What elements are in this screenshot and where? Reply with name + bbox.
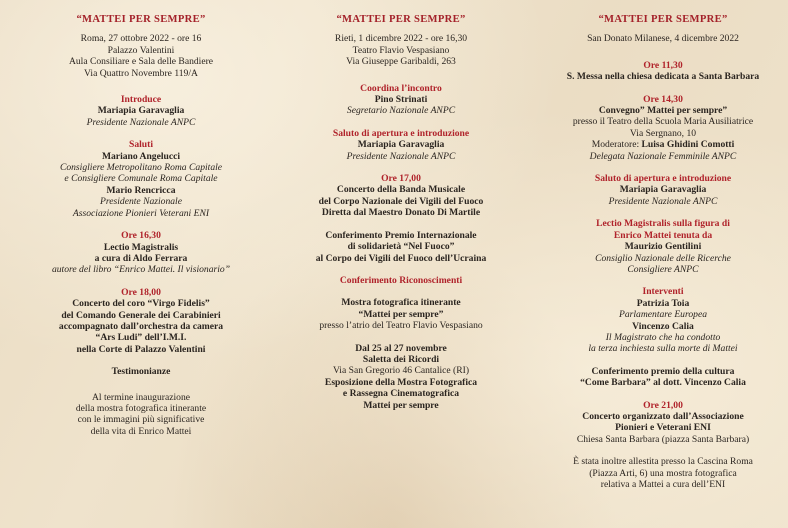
lectio-role: Consigliere ANPC xyxy=(627,263,699,275)
time-label: Ore 11,30 xyxy=(643,59,683,71)
column-roma xyxy=(16,14,266,437)
closing-line: della vita di Enrico Mattei xyxy=(90,425,192,437)
saluti-role-2a: Presidente Nazionale xyxy=(100,196,182,208)
concert-line: del Comando Generale dei Carabinieri xyxy=(61,309,221,321)
premio-line: di solidarietà “Nel Fuoco” xyxy=(347,241,455,253)
coordina-label: Coordina l’incontro xyxy=(360,82,442,94)
saluti-role-1a: Consigliere Metropolitano Roma Capitale xyxy=(59,162,223,174)
saluti-label: Saluti xyxy=(129,139,153,151)
saluto-role: Presidente Nazionale ANPC xyxy=(608,195,718,207)
event-date: Rieti, 1 dicembre 2022 - ore 16,30 xyxy=(334,33,468,45)
esposizione-line: Esposizione della Mostra Fotografica xyxy=(324,376,478,388)
concert-line: Concerto della Banda Musicale xyxy=(336,184,466,196)
esposizione-line: Mattei per sempre xyxy=(363,399,439,411)
saluto-role: Presidente Nazionale ANPC xyxy=(346,150,456,162)
moderatore-role: Delegata Nazionale Femminile ANPC xyxy=(589,150,737,162)
closing-line: della mostra fotografica itinerante xyxy=(75,402,207,414)
time-label: Ore 17,00 xyxy=(381,173,421,185)
concert-line: “Ars Ludi” dell’I.M.I. xyxy=(95,332,187,344)
footer-line: relativa a Mattei a cura dell’ENI xyxy=(600,479,726,490)
saluti-role-2b: Associazione Pionieri Veterani ENI xyxy=(72,207,210,219)
event-date: Roma, 27 ottobre 2022 - ore 16 xyxy=(80,33,202,45)
interventi-name: Patrizia Toia xyxy=(636,297,690,309)
convegno-address: Via Sergnano, 10 xyxy=(629,127,697,139)
lectio-title: Lectio Magistralis xyxy=(103,241,179,253)
concert-line: Concerto del coro “Virgo Fidelis” xyxy=(72,298,210,310)
event-venue: Palazzo Valentini xyxy=(107,44,175,56)
lectio-label: Enrico Mattei tenuta da xyxy=(613,229,713,241)
concert-line: nella Corte di Palazzo Valentini xyxy=(76,343,206,355)
time-label: Ore 18,00 xyxy=(121,286,161,298)
event-date: San Donato Milanese, 4 dicembre 2022 xyxy=(587,33,739,45)
concert-line: Pionieri e Veterani ENI xyxy=(615,422,711,434)
concert-line: Diretta dal Maestro Donato Di Martile xyxy=(321,207,481,219)
mostra-subtitle: “Mattei per sempre” xyxy=(358,308,444,320)
saluti-name-2: Mario Rencricca xyxy=(106,184,176,196)
lectio-note: autore del libro “Enrico Mattei. Il visionario” xyxy=(51,264,231,276)
lectio-speaker: a cura di Aldo Ferrara xyxy=(94,252,188,264)
lectio-role: Consiglio Nazionale delle Ricerche xyxy=(595,252,731,264)
moderatore-name: Luisa Ghidini Comotti xyxy=(641,139,735,151)
event-room: Aula Consiliare e Sala delle Bandiere xyxy=(68,56,214,68)
event-address: Via Quattro Novembre 119/A xyxy=(84,67,198,79)
column-san-donato xyxy=(538,14,788,490)
concert-line: accompagnato dall’orchestra da camera xyxy=(58,320,224,332)
premio-line: Conferimento premio della cultura xyxy=(591,365,735,377)
time-label: Ore 21,00 xyxy=(643,399,683,411)
saluto-name: Mariapia Garavaglia xyxy=(619,184,707,196)
footer-line: (Piazza Arti, 6) una mostra fotografica xyxy=(589,467,737,479)
saluto-label: Saluto di apertura e introduzione xyxy=(594,173,732,185)
closing-line: Al termine inaugurazione xyxy=(91,391,191,403)
column-title: “MATTEI PER SEMPRE” xyxy=(598,14,728,25)
premio-line: “Come Barbara” al dott. Vincenzo Calia xyxy=(580,377,746,389)
premio-line: Conferimento Premio Internazionale xyxy=(325,229,477,241)
convegno-title: Convegno” Mattei per sempre” xyxy=(598,105,728,117)
chiesa-line: Chiesa Santa Barbara (piazza Santa Barbara) xyxy=(576,433,750,445)
column-rieti xyxy=(276,14,526,411)
time-label: Ore 16,30 xyxy=(121,230,161,242)
mostra-title: Mostra fotografica itinerante xyxy=(341,297,461,309)
moderatore-line xyxy=(538,139,788,150)
saluto-name: Mariapia Garavaglia xyxy=(357,139,445,151)
convegno-place: presso il Teatro della Scuola Maria Ausiliatrice xyxy=(572,116,754,128)
event-address: Via Giuseppe Garibaldi, 263 xyxy=(346,56,456,68)
premio-line: al Corpo dei Vigili del Fuoco dell’Ucraina xyxy=(315,252,487,264)
column-title: “MATTEI PER SEMPRE” xyxy=(336,14,466,25)
column-title: “MATTEI PER SEMPRE” xyxy=(76,14,206,25)
lectio-label: Lectio Magistralis sulla figura di xyxy=(596,218,730,230)
moderatore-label: Moderatore: xyxy=(591,139,642,151)
messa-line: S. Messa nella chiesa dedicata a Santa Barbara xyxy=(566,71,760,83)
introduce-name: Mariapia Garavaglia xyxy=(97,105,185,117)
event-venue: Teatro Flavio Vespasiano xyxy=(352,44,450,56)
concert-line: Concerto organizzato dall’Associazione xyxy=(582,410,744,422)
saletta-label: Saletta dei Ricordi xyxy=(362,353,440,365)
interventi-role: Il Magistrato che ha condotto xyxy=(605,331,721,343)
saluti-role-1b: e Consigliere Comunale Roma Capitale xyxy=(64,173,218,185)
saletta-address: Via San Gregorio 46 Cantalice (RI) xyxy=(332,365,470,377)
interventi-role: Parlamentare Europea xyxy=(618,309,708,321)
interventi-role: la terza inchiesta sulla morte di Mattei xyxy=(588,343,738,355)
coordina-name: Pino Strinati xyxy=(374,94,428,106)
lectio-name: Maurizio Gentilini xyxy=(624,241,702,253)
mostra-place: presso l’atrio del Teatro Flavio Vespasiano xyxy=(319,320,483,332)
testimonianze-label: Testimonianze xyxy=(111,366,171,378)
closing-line: con le immagini più significative xyxy=(77,414,205,426)
mostra-dates: Dal 25 al 27 novembre xyxy=(355,342,447,354)
saluto-label: Saluto di apertura e introduzione xyxy=(332,127,470,139)
interventi-label: Interventi xyxy=(642,286,684,298)
esposizione-line: e Rassegna Cinematografica xyxy=(342,388,460,400)
footer-line: È stata inoltre allestita presso la Cascina Roma xyxy=(573,456,753,468)
concert-line: del Corpo Nazionale dei Vigili del Fuoco xyxy=(318,195,484,207)
riconoscimenti-label: Conferimento Riconoscimenti xyxy=(339,274,463,286)
interventi-name: Vincenzo Calia xyxy=(632,320,694,332)
introduce-role: Presidente Nazionale ANPC xyxy=(86,116,196,128)
saluti-name-1: Mariano Angelucci xyxy=(101,150,181,162)
time-label: Ore 14,30 xyxy=(643,93,683,105)
introduce-label: Introduce xyxy=(120,94,162,106)
coordina-role: Segretario Nazionale ANPC xyxy=(346,105,456,117)
